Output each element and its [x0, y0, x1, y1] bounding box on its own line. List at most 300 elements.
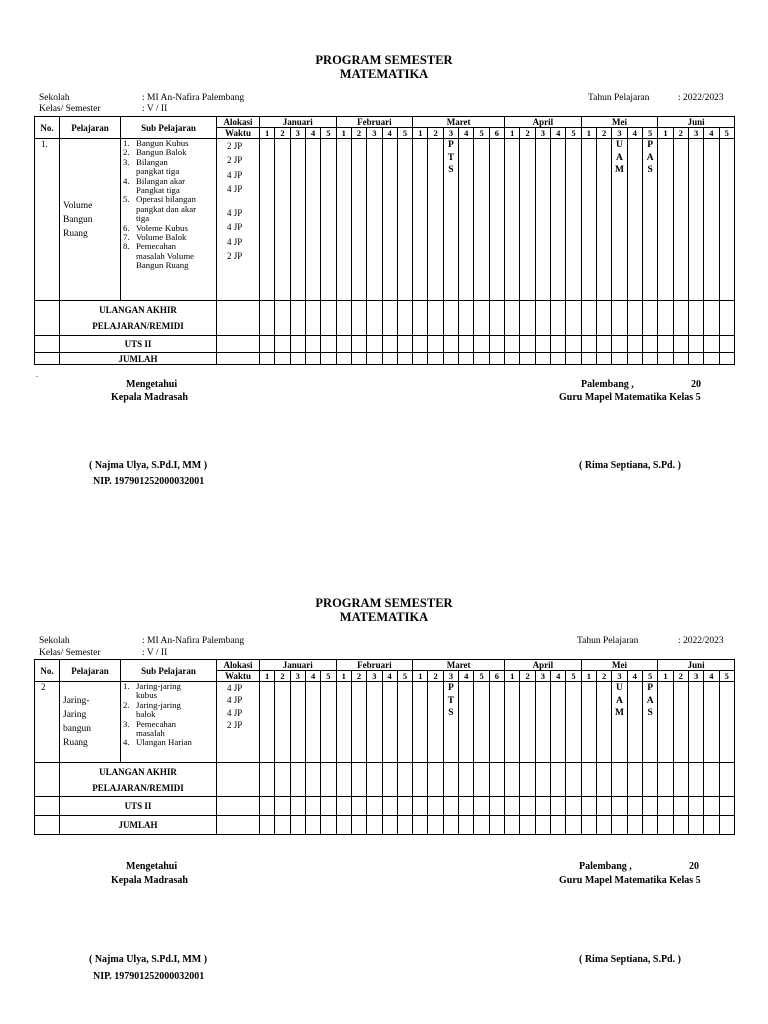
sub-lesson-line: kubus: [136, 690, 158, 701]
week-cell: [260, 301, 275, 336]
marker-letter: P: [448, 683, 454, 693]
week-cell: [566, 797, 581, 816]
marker-uam: [612, 139, 627, 301]
class-value: : V / II: [142, 104, 168, 114]
week-cell: [336, 336, 351, 353]
week-cell: [520, 682, 535, 763]
week-cell: [397, 353, 412, 365]
week-cell: [305, 353, 320, 365]
col-alokasi-header: [217, 660, 260, 671]
week-cell: [597, 682, 612, 763]
week-number-text: 4: [709, 671, 714, 681]
sub-lesson-line: Jaring-jaring: [136, 699, 181, 710]
ulangan-row-text: ULANGAN AKHIR: [99, 304, 177, 315]
week-cell: [474, 139, 489, 301]
week-cell: [704, 816, 719, 835]
week-cell: [520, 816, 535, 835]
week-cell: [351, 763, 366, 797]
week-cell: [719, 816, 734, 835]
week-number-text: 3: [295, 128, 300, 138]
waktu-header-text: Waktu: [224, 128, 251, 138]
sub-lesson-number: 8.: [123, 241, 130, 252]
week-number-text: 4: [464, 128, 469, 138]
week-cell: [704, 682, 719, 763]
time-allocation: [217, 139, 260, 301]
ulangan-row: [35, 301, 735, 336]
week-number: [459, 671, 474, 682]
week-cell: [612, 763, 627, 797]
week-number: [505, 128, 520, 139]
week-cell: [474, 816, 489, 835]
week-number-text: 4: [709, 128, 714, 138]
col-alokasi-header: [217, 117, 260, 128]
week-cell: [351, 797, 366, 816]
sub-lesson-item: [123, 195, 216, 223]
month-header: [336, 117, 413, 128]
week-cell: [443, 301, 458, 336]
week-cell: [382, 682, 397, 763]
year-value: : 2022/2023: [678, 93, 724, 103]
jumlah-row: [35, 353, 735, 365]
week-number: [290, 128, 305, 139]
week-cell: [566, 139, 581, 301]
week-cell: [520, 353, 535, 365]
week-cell: [597, 336, 612, 353]
teacher-name-2: ( Rima Septiana, S.Pd. ): [579, 954, 681, 965]
week-number-text: 5: [479, 671, 484, 681]
marker-letter: T: [447, 695, 455, 706]
stray-dot: .: [36, 370, 38, 379]
week-cell: [382, 797, 397, 816]
week-cell: [489, 139, 504, 301]
jumlah-row-text: JUMLAH: [118, 820, 158, 830]
school-value: : MI An-Nafira Palembang: [142, 93, 245, 103]
week-number-text: 5: [648, 128, 653, 138]
week-number-text: 5: [571, 671, 576, 681]
week-cell: [260, 797, 275, 816]
week-number: [489, 128, 504, 139]
lesson-name-line: Ruang: [63, 738, 88, 748]
week-cell: [413, 682, 428, 763]
week-cell: [443, 797, 458, 816]
doc-title: PROGRAM SEMESTER: [315, 53, 453, 67]
week-number-text: 3: [448, 128, 454, 138]
marker-pas: [642, 682, 657, 763]
week-cell: [627, 301, 642, 336]
month-header: [581, 117, 658, 128]
sub-lesson-item: [123, 682, 216, 701]
week-cell: [459, 682, 474, 763]
week-cell: [474, 682, 489, 763]
teacher-name: ( Rima Septiana, S.Pd. ): [579, 460, 681, 471]
week-number-text: 3: [617, 128, 622, 138]
week-number: [367, 671, 382, 682]
week-cell: [704, 797, 719, 816]
week-cell: [627, 353, 642, 365]
sub-lesson-line: Operasi bilangan: [136, 194, 196, 205]
week-number: [260, 671, 275, 682]
year-label-2: Tahun Pelajaran: [577, 636, 639, 646]
week-cell: [351, 336, 366, 353]
week-cell: [321, 797, 336, 816]
marker-uam: [612, 682, 627, 763]
empty-cell: [217, 816, 260, 835]
week-number: [581, 128, 596, 139]
week-cell: [474, 797, 489, 816]
week-cell: [275, 797, 290, 816]
week-number-text: 6: [494, 128, 500, 138]
week-cell: [642, 797, 657, 816]
week-number-text: 3: [540, 671, 546, 681]
week-cell: [688, 797, 703, 816]
week-cell: [658, 816, 673, 835]
year-label: Tahun Pelajaran: [588, 93, 650, 103]
month-name: Mei: [612, 660, 628, 670]
week-cell: [505, 816, 520, 835]
sub-lesson-line: Ulangan Harian: [136, 737, 192, 748]
sub-header-text: Sub Pelajaran: [141, 122, 196, 133]
week-cell: [642, 763, 657, 797]
week-cell: [704, 336, 719, 353]
sub-lesson-line: tiga: [136, 213, 150, 224]
month-name: Juni: [687, 117, 705, 127]
sub-lesson-line: Volume Balok: [136, 232, 187, 243]
week-cell: [321, 353, 336, 365]
jp-value: 4 JP: [227, 169, 243, 180]
week-cell: [505, 797, 520, 816]
week-cell: [305, 139, 320, 301]
sub-lesson-text: [136, 177, 185, 196]
week-cell: [367, 797, 382, 816]
week-cell: [719, 763, 734, 797]
week-number-text: 4: [556, 128, 561, 138]
lesson-number-text: 2: [41, 682, 46, 692]
week-cell: [627, 336, 642, 353]
month-header: [413, 660, 505, 671]
week-cell: [413, 336, 428, 353]
week-number-text: 2: [678, 128, 683, 138]
week-cell: [367, 336, 382, 353]
week-number-text: 1: [418, 671, 423, 681]
week-number: [290, 671, 305, 682]
empty-cell: [35, 797, 60, 816]
month-name: April: [532, 660, 554, 670]
jumlah-row: [35, 816, 735, 835]
jp-value: 2 JP: [227, 141, 243, 151]
pelajaran-header-text: Pelajaran: [71, 665, 109, 676]
week-number-text: 2: [525, 128, 530, 138]
week-number: [688, 128, 703, 139]
school-value-2: : MI An-Nafira Palembang: [142, 636, 245, 646]
ulangan-row-text: PELAJARAN/REMIDI: [92, 321, 184, 331]
head-nip: NIP. 197901252000032001: [93, 476, 205, 487]
week-number: [688, 671, 703, 682]
week-number: [704, 128, 719, 139]
marker-pts: [443, 139, 458, 301]
empty-cell: [217, 763, 260, 797]
week-cell: [673, 336, 688, 353]
week-cell: [597, 353, 612, 365]
week-number: [658, 671, 673, 682]
lesson-name-line: Ruang: [63, 228, 88, 239]
sub-lesson-line: Pemecahan: [136, 241, 177, 252]
sub-lesson-text: [136, 682, 181, 701]
week-cell: [260, 682, 275, 763]
week-cell: [428, 797, 443, 816]
week-number-text: 4: [310, 671, 316, 681]
week-cell: [642, 336, 657, 353]
week-number-text: 2: [602, 128, 607, 138]
week-cell: [351, 816, 366, 835]
week-cell: [459, 816, 474, 835]
marker-letter: S: [647, 165, 653, 175]
sub-lesson-item: [123, 242, 216, 270]
week-cell: [627, 139, 642, 301]
week-cell: [474, 301, 489, 336]
week-cell: [597, 301, 612, 336]
week-cell: [290, 301, 305, 336]
doc-title-2: PROGRAM SEMESTER: [315, 596, 453, 610]
sub-lessons: [121, 682, 217, 763]
week-cell: [413, 797, 428, 816]
marker-letter: A: [616, 152, 623, 163]
week-number-text: 4: [387, 128, 392, 138]
week-cell: [397, 682, 412, 763]
week-cell: [489, 301, 504, 336]
week-cell: [382, 139, 397, 301]
sub-lesson-number: 3.: [123, 718, 130, 729]
lesson-name-line: Jaring: [63, 710, 87, 720]
program-table-1: [34, 116, 735, 365]
marker-letter: P: [448, 140, 454, 150]
sub-lesson-line: Pangkat tiga: [136, 185, 180, 196]
sub-lesson-line: balok: [136, 709, 156, 720]
week-cell: [290, 139, 305, 301]
sub-lesson-number: 6.: [123, 222, 130, 233]
week-number: [305, 671, 320, 682]
sub-lesson-item: [123, 158, 216, 177]
week-cell: [305, 336, 320, 353]
week-number-text: 1: [341, 671, 346, 681]
sub-lesson-line: pangkat tiga: [136, 166, 180, 177]
week-cell: [535, 763, 550, 797]
week-cell: [597, 797, 612, 816]
week-cell: [597, 816, 612, 835]
week-cell: [443, 816, 458, 835]
marker-letter: T: [447, 152, 455, 163]
week-cell: [658, 301, 673, 336]
month-name: Januari: [282, 660, 313, 670]
week-cell: [566, 763, 581, 797]
ulangan-row-text: PELAJARAN/REMIDI: [92, 782, 184, 793]
week-cell: [321, 816, 336, 835]
week-number: [551, 671, 566, 682]
week-cell: [489, 816, 504, 835]
week-number: [443, 128, 458, 139]
week-cell: [489, 336, 504, 353]
week-cell: [612, 353, 627, 365]
week-cell: [719, 139, 734, 301]
week-cell: [397, 797, 412, 816]
week-cell: [367, 301, 382, 336]
jp-value: 4 JP: [227, 683, 243, 693]
month-header: [581, 660, 658, 671]
sub-lesson-item: [123, 177, 216, 196]
week-cell: [673, 797, 688, 816]
week-number: [566, 671, 581, 682]
time-allocation: [217, 682, 260, 763]
week-cell: [428, 353, 443, 365]
jumlah-row-label: [60, 816, 217, 835]
week-cell: [627, 797, 642, 816]
week-number: [597, 671, 612, 682]
month-header: [336, 660, 413, 671]
week-number: [489, 671, 504, 682]
ulangan-row: [35, 763, 735, 797]
week-cell: [673, 682, 688, 763]
week-cell: [704, 139, 719, 301]
sub-lesson-line: Jaring-jaring: [136, 681, 181, 691]
week-cell: [505, 763, 520, 797]
lesson-number-text: 1.: [41, 139, 48, 149]
no-header-text: No.: [40, 665, 54, 676]
uts-row: [35, 797, 735, 816]
sub-header-text: Sub Pelajaran: [141, 665, 196, 676]
week-cell: [566, 353, 581, 365]
week-cell: [275, 336, 290, 353]
week-cell: [673, 763, 688, 797]
week-cell: [688, 682, 703, 763]
week-number-text: 5: [326, 671, 331, 681]
month-header: [658, 660, 735, 671]
empty-cell: [217, 353, 260, 365]
sub-lesson-item: [123, 738, 216, 747]
week-number: [428, 671, 443, 682]
week-number: [367, 128, 382, 139]
week-number-text: 2: [433, 671, 438, 681]
week-cell: [551, 816, 566, 835]
marker-letter: S: [448, 708, 454, 718]
week-cell: [612, 301, 627, 336]
uts-row: [35, 336, 735, 353]
alokasi-header-text: Alokasi: [223, 117, 253, 127]
week-number-text: 4: [632, 128, 637, 138]
week-cell: [688, 301, 703, 336]
week-cell: [673, 816, 688, 835]
week-cell: [397, 301, 412, 336]
kepala-label: Kepala Madrasah: [111, 392, 188, 403]
marker-pas: [642, 139, 657, 301]
lesson-row: [35, 139, 735, 301]
lesson-name: [60, 139, 121, 301]
empty-cell: [35, 336, 60, 353]
week-number: [627, 671, 642, 682]
week-cell: [290, 763, 305, 797]
week-cell: [535, 682, 550, 763]
week-cell: [520, 797, 535, 816]
week-number: [642, 671, 657, 682]
kepala-label-2: Kepala Madrasah: [111, 875, 188, 886]
col-no-header: [35, 117, 60, 139]
program-table-2: [34, 659, 735, 835]
week-cell: [581, 139, 596, 301]
week-cell: [336, 816, 351, 835]
week-cell: [428, 139, 443, 301]
pelajaran-header-text: Pelajaran: [71, 122, 109, 133]
sub-lesson-text: [136, 738, 192, 747]
month-name: Juni: [687, 660, 705, 670]
sub-lessons: [121, 139, 217, 301]
sub-lesson-number: 3.: [123, 156, 130, 167]
week-cell: [351, 682, 366, 763]
empty-cell: [35, 816, 60, 835]
week-number: [428, 128, 443, 139]
week-cell: [290, 797, 305, 816]
week-number: [535, 128, 550, 139]
week-number-text: 1: [510, 671, 515, 681]
week-cell: [597, 139, 612, 301]
week-cell: [566, 816, 581, 835]
week-number: [612, 128, 627, 139]
week-cell: [704, 763, 719, 797]
week-cell: [520, 301, 535, 336]
week-cell: [397, 336, 412, 353]
week-cell: [704, 353, 719, 365]
week-number: [275, 671, 290, 682]
marker-letter: U: [616, 683, 623, 693]
week-number-text: 4: [464, 671, 469, 681]
week-number-text: 2: [602, 671, 607, 681]
month-name: Februari: [357, 660, 392, 670]
week-cell: [474, 353, 489, 365]
week-number-text: 1: [586, 128, 591, 138]
week-cell: [658, 139, 673, 301]
head-name: ( Najma Ulya, S.Pd.I, MM ): [89, 460, 208, 471]
teacher-role-2: Guru Mapel Matematika Kelas 5: [559, 875, 701, 886]
sub-lesson-line: masalah: [136, 728, 165, 739]
week-cell: [459, 336, 474, 353]
week-cell: [275, 139, 290, 301]
week-cell: [336, 139, 351, 301]
week-cell: [260, 353, 275, 365]
head-nip-2: NIP. 197901252000032001: [93, 971, 205, 982]
school-label-2: Sekolah: [39, 636, 70, 646]
week-cell: [581, 301, 596, 336]
week-cell: [474, 336, 489, 353]
week-cell: [520, 336, 535, 353]
week-number: [413, 671, 428, 682]
week-cell: [704, 301, 719, 336]
month-name: Maret: [446, 660, 471, 670]
week-number: [719, 671, 734, 682]
week-cell: [673, 301, 688, 336]
week-number-text: 1: [418, 128, 423, 138]
sub-lesson-line: Bangun Ruang: [136, 260, 189, 271]
week-cell: [566, 301, 581, 336]
school-label: Sekolah: [39, 93, 70, 103]
uts-row-text: UTS II: [124, 339, 152, 349]
week-cell: [260, 336, 275, 353]
jp-value: 4 JP: [227, 236, 243, 247]
month-header: [260, 117, 337, 128]
sub-lesson-text: [136, 158, 179, 177]
no-header-text: No.: [40, 122, 54, 133]
week-number-text: 1: [663, 671, 668, 681]
week-cell: [535, 816, 550, 835]
week-number-text: 3: [693, 671, 699, 681]
week-cell: [275, 763, 290, 797]
week-number: [336, 128, 351, 139]
